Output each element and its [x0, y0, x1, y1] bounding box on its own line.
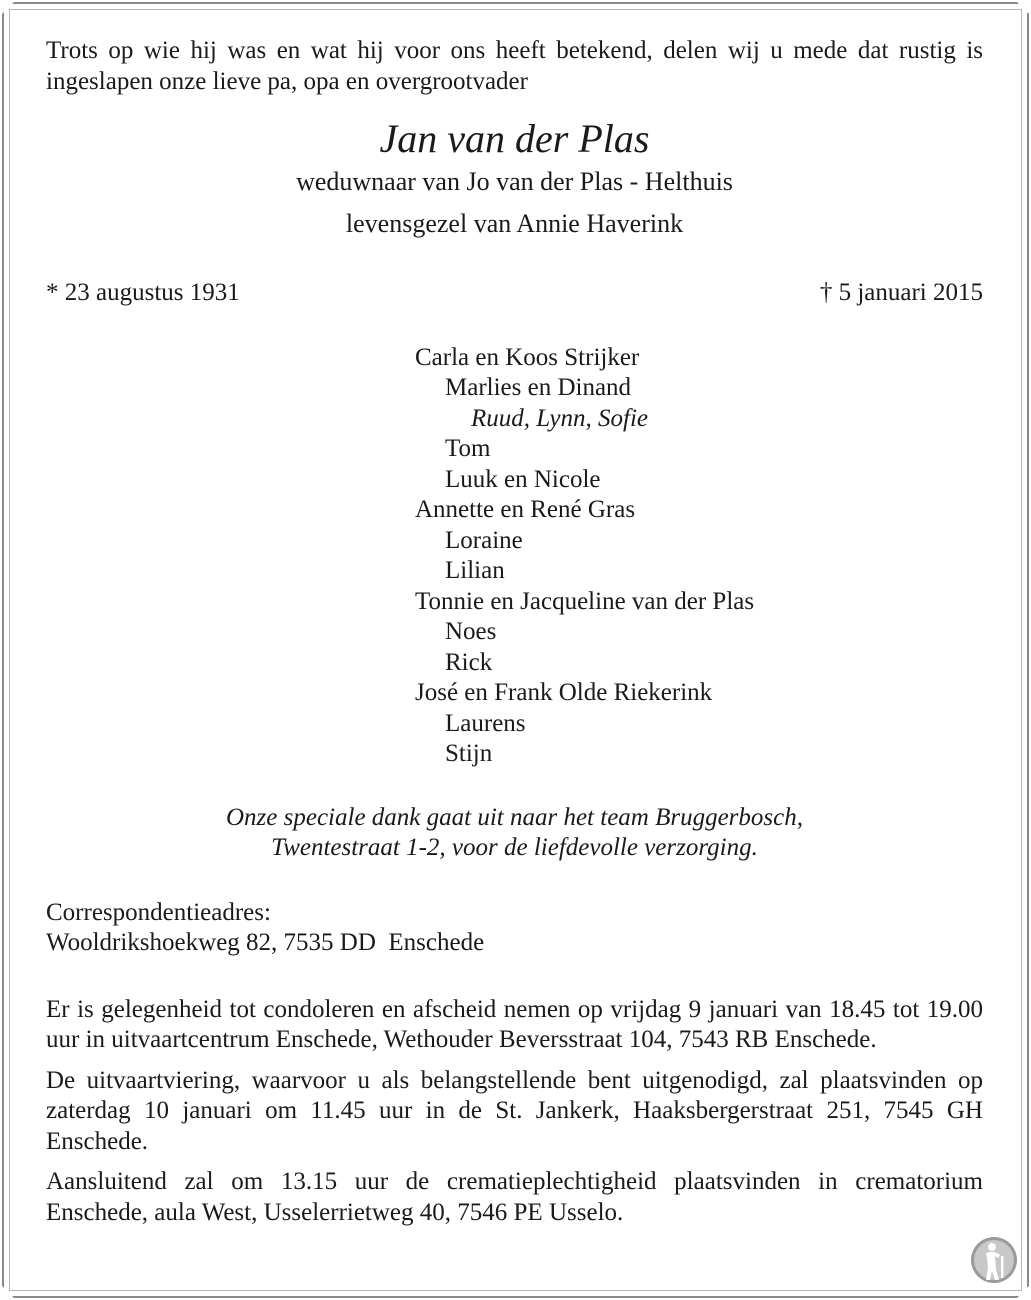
family-member: Annette en René Gras — [415, 496, 636, 523]
obituary-content — [46, 36, 983, 1228]
family-member: Lilian — [445, 557, 505, 584]
relation-spouse: weduwnaar van Jo van der Plas - Helthuis — [296, 167, 733, 196]
address-label: Correspondentieadres: — [46, 898, 271, 926]
condolence-info: Er is gelegenheid tot condoleren en afscheid nemen op vrijdag 9 januari van 18.45 tot 19.00 uur in uitvaartcentrum Enschede, Wethouder Beversstraat 104, 7543 RB Enschede. — [46, 995, 983, 1053]
family-member: José en Frank Olde Riekerink — [415, 679, 713, 706]
family-member: Laurens — [445, 709, 526, 737]
cremation-info: Aansluitend zal om 13.15 uur de crematieplechtigheid plaatsvinden in crematorium Enschede, aula West, Usselerrietweg 40, 7546 PE Usselo. — [46, 1168, 983, 1226]
intro-text: Trots op wie hij was en wat hij voor ons heeft betekend, delen wij u mede dat rustig is ingeslapen onze lieve pa, opa en overgrootvader — [46, 37, 983, 95]
death-date: † 5 januari 2015 — [819, 279, 983, 306]
thanks-line: Onze speciale dank gaat uit naar het team Bruggerbosch, — [226, 803, 803, 831]
family-member: Tom — [445, 435, 491, 462]
family-member: Noes — [445, 618, 497, 645]
family-list — [415, 343, 983, 770]
family-member: Loraine — [445, 526, 523, 554]
correspondence-address — [46, 898, 983, 959]
family-member: Ruud, Lynn, Sofie — [471, 404, 649, 432]
family-member: Luuk en Nicole — [445, 465, 601, 493]
service-info: De uitvaartviering, waarvoor u als belangstellende bent uitgenodigd, zal plaatsvinden op zaterdag 10 januari om 11.45 uur in de St. Jankerk, Haaksbergerstraat 251, 7545 GH Enschede. — [46, 1066, 983, 1155]
family-member: Rick — [445, 648, 493, 676]
family-member: Carla en Koos Strijker — [415, 343, 640, 371]
address-value: Wooldrikshoekweg 82, 7535 DD Enschede — [46, 929, 485, 956]
relation-partner: levensgezel van Annie Haverink — [345, 209, 684, 238]
family-member: Stijn — [445, 740, 493, 767]
dates-row — [46, 278, 983, 309]
deceased-name: Jan van der Plas — [379, 116, 650, 161]
birth-date: * 23 augustus 1931 — [46, 279, 240, 306]
family-member: Tonnie en Jacqueline van der Plas — [415, 587, 755, 615]
family-member: Marlies en Dinand — [445, 374, 632, 401]
memorial-logo-icon — [970, 1236, 1018, 1284]
thanks-note — [46, 803, 983, 864]
thanks-line: Twentestraat 1-2, voor de liefdevolle verzorging. — [271, 834, 758, 861]
